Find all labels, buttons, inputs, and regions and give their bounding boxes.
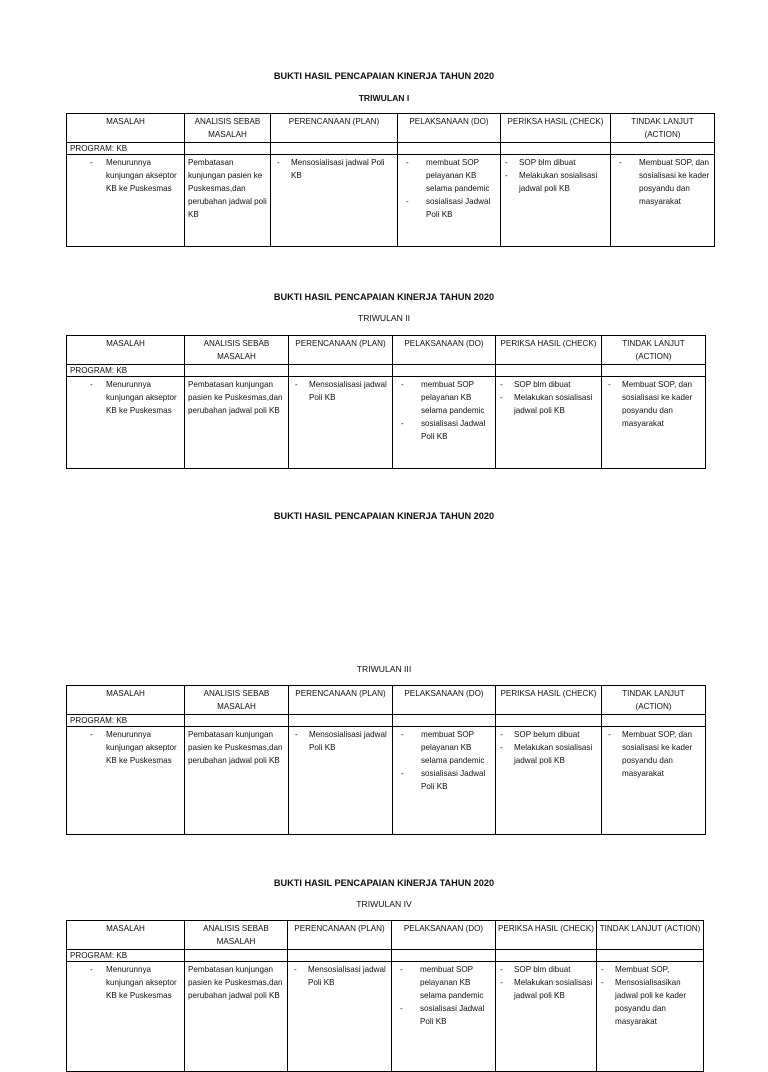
periksa-item: - Melakukan sosialisasi jadwal poli KB	[499, 391, 598, 417]
col-masalah: MASALAH	[67, 686, 185, 715]
program-row	[67, 365, 706, 377]
pelaksanaan-item: - sosialisasi Jadwal Poli KB	[396, 417, 492, 443]
periksa-item: - Melakukan sosialisasi jadwal poli KB	[504, 169, 607, 195]
col-masalah: MASALAH	[67, 114, 185, 143]
program-row	[67, 715, 706, 727]
tindak-item: - Membuat SOP, dan sosialisasi ke kader posyandu dan masyarakat	[605, 378, 702, 430]
col-masalah: MASALAH	[67, 336, 185, 365]
report-table-triwulan-2	[66, 335, 706, 469]
col-perencanaan: PERENCANAAN (PLAN)	[271, 114, 398, 143]
col-perencanaan: PERENCANAAN (PLAN)	[288, 921, 392, 950]
col-perencanaan: PERENCANAAN (PLAN)	[289, 686, 393, 715]
masalah-item: - Menurunnya kunjungan akseptor KB ke Puskesmas	[70, 728, 181, 767]
masalah-item: - Menurunnya kunjungan akseptor KB ke Puskesmas	[70, 963, 181, 1002]
masalah-item: - Menurunnya kunjungan akseptor KB ke Puskesmas	[70, 378, 181, 417]
analisis-text: Pembatasan kunjungan pasien ke Puskesmas,dan perubahan jadwal poli KB	[185, 377, 289, 469]
table-header-row	[67, 336, 706, 365]
tindak-item: - Membuat SOP,	[600, 963, 700, 976]
pelaksanaan-item: - sosialisasi Jadwal Poli KB	[396, 767, 492, 793]
perencanaan-item: - Mensosialisasi jadwal Poli KB	[291, 963, 388, 989]
periksa-item: - SOP blm dibuat	[499, 378, 598, 391]
col-pelaksanaan: PELAKSANAAN (DO)	[393, 686, 496, 715]
doc-title-1: BUKTI HASIL PENCAPAIAN KINERJA TAHUN 2020	[273, 71, 495, 81]
col-perencanaan: PERENCANAAN (PLAN)	[289, 336, 393, 365]
pelaksanaan-item: - membuat SOP pelayanan KB selama pandemic	[396, 378, 492, 417]
triwulan-label-3: TRIWULAN III	[356, 664, 412, 674]
col-pelaksanaan: PELAKSANAAN (DO)	[393, 336, 496, 365]
tindak-item: - Membuat SOP, dan sosialisasi ke kader posyandu dan masyarakat	[614, 156, 711, 208]
col-tindak: TINDAK LANJUT (ACTION)	[602, 686, 706, 715]
program-row	[67, 950, 704, 962]
col-pelaksanaan: PELAKSANAAN (DO)	[392, 921, 496, 950]
pelaksanaan-item: - membuat SOP pelayanan KB selama pandemic	[401, 156, 497, 195]
perencanaan-item: - Mensosialisasi jadwal Poli KB	[274, 156, 394, 182]
doc-title-3: BUKTI HASIL PENCAPAIAN KINERJA TAHUN 2020	[273, 511, 495, 521]
periksa-item: - SOP blm dibuat	[504, 156, 607, 169]
analisis-text: Pembatasan kunjungan pasien ke Puskesmas,dan perubahan jadwal poli KB	[185, 962, 288, 1072]
triwulan-label-2: TRIWULAN II	[357, 313, 411, 323]
col-analisis: ANALISIS SEBAB MASALAH	[185, 336, 289, 365]
pelaksanaan-item: - sosialisasi Jadwal Poli KB	[401, 195, 497, 221]
table-row	[67, 377, 706, 469]
triwulan-label-4: TRIWULAN IV	[356, 899, 412, 909]
periksa-item: - SOP blm dibuat	[499, 963, 593, 976]
tindak-item: - Membuat SOP, dan sosialisasi ke kader posyandu dan masyarakat	[605, 728, 702, 780]
pelaksanaan-item: - membuat SOP pelayanan KB selama pandemic	[395, 963, 492, 1002]
table-row	[67, 155, 715, 247]
periksa-item: - Melakukan sosialisasi jadwal poli KB	[499, 741, 598, 767]
table-header-row	[67, 686, 706, 715]
report-table-triwulan-4	[66, 920, 704, 1072]
col-tindak: TINDAK LANJUT (ACTION)	[597, 921, 704, 950]
perencanaan-item: - Mensosialisasi jadwal Poli KB	[292, 728, 389, 754]
analisis-text: Pembatasan kunjungan pasien ke Puskesmas,dan perubahan jadwal poli KB	[185, 155, 271, 247]
col-periksa: PERIKSA HASIL (CHECK)	[496, 686, 602, 715]
pelaksanaan-item: - membuat SOP pelayanan KB selama pandemic	[396, 728, 492, 767]
table-header-row	[67, 114, 715, 143]
perencanaan-item: - Mensosialisasi jadwal Poli KB	[292, 378, 389, 404]
table-row	[67, 727, 706, 835]
table-header-row	[67, 921, 704, 950]
report-table-triwulan-3	[66, 685, 706, 835]
col-periksa: PERIKSA HASIL (CHECK)	[496, 336, 602, 365]
analisis-text: Pembatasan kunjungan pasien ke Puskesmas,dan perubahan jadwal poli KB	[185, 727, 289, 835]
periksa-item: - SOP belum dibuat	[499, 728, 598, 741]
col-tindak: TINDAK LANJUT (ACTION)	[602, 336, 706, 365]
table-row	[67, 962, 704, 1072]
program-row	[67, 143, 715, 155]
tindak-item: - Mensosialisasikan jadwal poli ke kader posyandu dan masyarakat	[600, 976, 700, 1028]
col-analisis: ANALISIS SEBAB MASALAH	[185, 686, 289, 715]
col-analisis: ANALISIS SEBAB MASALAH	[185, 921, 288, 950]
col-periksa: PERIKSA HASIL (CHECK)	[496, 921, 597, 950]
program-label: PROGRAM: KB	[67, 950, 185, 962]
report-table-triwulan-1	[66, 113, 715, 247]
col-analisis: ANALISIS SEBAB MASALAH	[185, 114, 271, 143]
periksa-item: - Melakukan sosialisasi jadwal poli KB	[499, 976, 593, 1002]
program-label: PROGRAM: KB	[67, 365, 185, 377]
doc-title-2: BUKTI HASIL PENCAPAIAN KINERJA TAHUN 2020	[273, 292, 495, 302]
col-tindak: TINDAK LANJUT (ACTION)	[611, 114, 715, 143]
col-pelaksanaan: PELAKSANAAN (DO)	[398, 114, 501, 143]
pelaksanaan-item: - sosialisasi Jadwal Poli KB	[395, 1002, 492, 1028]
doc-title-4: BUKTI HASIL PENCAPAIAN KINERJA TAHUN 2020	[273, 878, 495, 888]
program-label: PROGRAM: KB	[67, 143, 185, 155]
triwulan-label-1: TRIWULAN I	[358, 93, 410, 103]
col-masalah: MASALAH	[67, 921, 185, 950]
masalah-item: - Menurunnya kunjungan akseptor KB ke Puskesmas	[70, 156, 181, 195]
program-label: PROGRAM: KB	[67, 715, 185, 727]
col-periksa: PERIKSA HASIL (CHECK)	[501, 114, 611, 143]
